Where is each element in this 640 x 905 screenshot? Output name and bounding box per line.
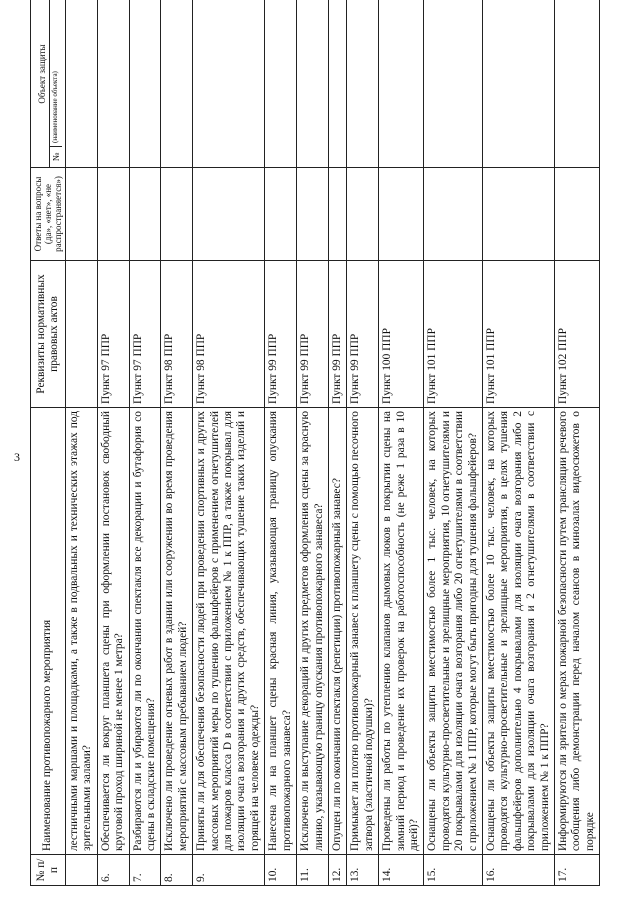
- row-question: Примыкает ли плотно противопожарный занавес к планшету сцены с помощью песочного затвора (эластичной подушки)?: [347, 408, 379, 855]
- row-reference: Пункт 98 ППР: [193, 261, 265, 408]
- row-reference: Пункт 98 ППР: [161, 261, 193, 408]
- row-num: 11.: [297, 855, 329, 886]
- table-row: [482, 0, 554, 886]
- header-object-num: №: [50, 146, 62, 167]
- row-num: 15.: [424, 855, 483, 886]
- table-body: [66, 0, 600, 886]
- row-num: 12.: [328, 855, 346, 886]
- table-row: [97, 0, 129, 886]
- table-header-row: [31, 0, 66, 886]
- row-num: 8.: [161, 855, 193, 886]
- row-reference: Пункт 99 ППР: [297, 261, 329, 408]
- row-reference: Пункт 99 ППР: [265, 261, 297, 408]
- header-object: [31, 0, 66, 168]
- header-object-sub: [49, 0, 62, 167]
- row-question: Приняты ли для обеспечения безопасности людей при проведении спортивных и других массовых мероприятий меры по тушению фальшфейеров с применением огнетушителей для пожаров класса D в соответствии с приложением № 1 к ППР, а также покрывал для изоляции очага возгорания и других средств, обеспечивающих тушение таких изделий и горящей на человеке одежды?: [193, 408, 265, 855]
- row-question: Исключено ли проведение огневых работ в здании или сооружении во время проведения мероприятий с массовым пребыванием людей?: [161, 408, 193, 855]
- row-object: [379, 0, 424, 168]
- row-reference: Пункт 97 ППР: [97, 261, 129, 408]
- row-num: 7.: [129, 855, 161, 886]
- row-reference: Пункт 99 ППР: [347, 261, 379, 408]
- row-answer: [328, 168, 346, 261]
- row-reference: Пункт 100 ППР: [379, 261, 424, 408]
- row-num: 6.: [97, 855, 129, 886]
- row-object: [424, 0, 483, 168]
- row-object: [161, 0, 193, 168]
- row-num: [66, 855, 98, 886]
- row-object: [482, 0, 554, 168]
- checklist-table: [30, 0, 600, 886]
- page-number: 3: [14, 450, 20, 464]
- row-answer: [265, 168, 297, 261]
- table-row: [193, 0, 265, 886]
- row-num: 16.: [482, 855, 554, 886]
- header-num: № п/п: [31, 855, 66, 886]
- row-question: Опущен ли по окончании спектакля (репетиции) противопожарный занавес?: [328, 408, 346, 855]
- row-answer: [129, 168, 161, 261]
- row-answer: [161, 168, 193, 261]
- row-object: [129, 0, 161, 168]
- row-object: [347, 0, 379, 168]
- row-object: [66, 0, 98, 168]
- row-answer: [297, 168, 329, 261]
- table-row: [66, 0, 98, 886]
- row-num: 14.: [379, 855, 424, 886]
- row-object: [328, 0, 346, 168]
- row-question: Разбираются ли и убираются ли по окончании спектакля все декорации и бутафория со сцены в складские помещения?: [129, 408, 161, 855]
- row-num: 17.: [555, 855, 600, 886]
- row-answer: [193, 168, 265, 261]
- row-question: Информируются ли зрители о мерах пожарной безопасности путем трансляции речевого сообщения либо демонстрации перед началом сеансов в кинозалах видеосюжетов о порядке: [555, 408, 600, 855]
- row-object: [297, 0, 329, 168]
- header-question: Наименование противопожарного мероприятия: [31, 408, 66, 855]
- row-reference: Пункт 101 ППР: [482, 261, 554, 408]
- row-reference: Пункт 99 ППР: [328, 261, 346, 408]
- row-question: Оснащены ли объекты защиты вместимостью более 1 тыс. человек, на которых проводятся культурно-просветительные и зрелищные мероприятия, 10 огнетушителями и 20 покрывалами для изоляции очага возгорания либо 20 огнетушителями в соответствии с приложением № 1 ППР, которые могут быть пригодны для тушения фальшфейеров?: [424, 408, 483, 855]
- table-row: [555, 0, 600, 886]
- table-row: [424, 0, 483, 886]
- row-question: лестничными маршами и площадками, а также в подвальных и технических этажах под зрительными залами?: [66, 408, 98, 855]
- row-answer: [555, 168, 600, 261]
- header-reference: Реквизиты нормативных правовых актов: [31, 261, 66, 408]
- row-question: Оснащены ли объекты защиты вместимостью более 10 тыс. человек, на которых проводятся культурно-просветительные и зрелищные мероприятия, в целях тушения фальшфейеров дополнительно 4 покрывалами для изоляции очага возгорания либо 2 покрывалами для изоляции очага возгорания и 2 огнетушителями в соответствии с приложением № 1 к ППР?: [482, 408, 554, 855]
- row-answer: [379, 168, 424, 261]
- row-reference: Пункт 102 ППР: [555, 261, 600, 408]
- row-answer: [482, 168, 554, 261]
- table-row: [265, 0, 297, 886]
- row-question: Нанесена ли на планшет сцены красная линия, указывающая границу опускания противопожарного занавеса?: [265, 408, 297, 855]
- table-row: [297, 0, 329, 886]
- row-question: Обеспечивается ли вокруг планшета сцены при оформлении постановок свободный круговой проход шириной не менее 1 метра?: [97, 408, 129, 855]
- row-num: 13.: [347, 855, 379, 886]
- row-object: [265, 0, 297, 168]
- table-row: [161, 0, 193, 886]
- table-row: [347, 0, 379, 886]
- rotated-page: [30, 16, 630, 886]
- header-object-label: Объект защиты: [36, 44, 47, 104]
- header-object-name: (наименование объекта): [50, 71, 59, 143]
- row-question: Исключено ли выступание декораций и других предметов оформления сцены за красную линию, указывающую границу опускания противопожарного занавеса?: [297, 408, 329, 855]
- row-answer: [66, 168, 98, 261]
- row-reference: Пункт 97 ППР: [129, 261, 161, 408]
- row-object: [97, 0, 129, 168]
- table-row: [379, 0, 424, 886]
- row-object: [193, 0, 265, 168]
- row-num: 9.: [193, 855, 265, 886]
- table-row: [129, 0, 161, 886]
- table-row: [328, 0, 346, 886]
- row-answer: [424, 168, 483, 261]
- row-reference: [66, 261, 98, 408]
- row-object: [555, 0, 600, 168]
- header-answers: Ответы на вопросы (да», «нет», «не распространяется»): [31, 168, 66, 261]
- row-answer: [347, 168, 379, 261]
- row-question: Проведены ли работы по утеплению клапанов дымовых люков в покрытии сцены на зимний период и проведение их проверок на работоспособность (не реже 1 раза в 10 дней)?: [379, 408, 424, 855]
- row-num: 10.: [265, 855, 297, 886]
- row-answer: [97, 168, 129, 261]
- row-reference: Пункт 101 ППР: [424, 261, 483, 408]
